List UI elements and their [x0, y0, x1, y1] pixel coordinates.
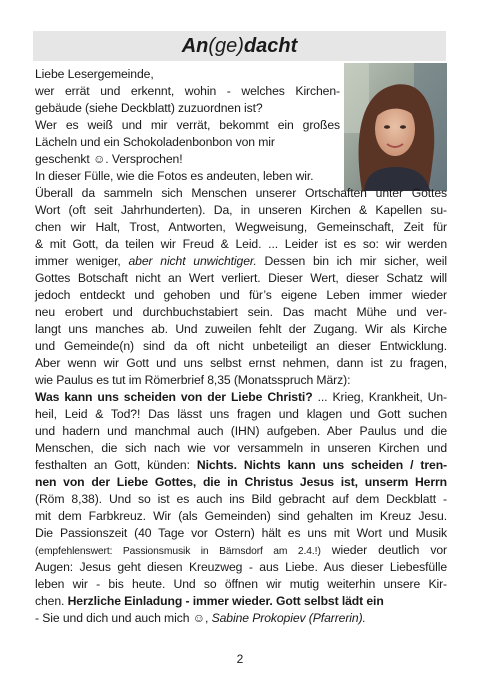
text-line: [35, 491, 447, 508]
text-segment: chen.: [35, 594, 68, 608]
text-segment: Überall da sammeln sich Menschen unserer Ortschaften unter Gottes: [35, 186, 447, 200]
text-segment: Gottes Botschaft nicht an Wert verliert. Dieser Wert, dieser Schatz will: [35, 271, 447, 285]
text-line: [35, 270, 447, 287]
text-segment: Augen: Jesus geht diesen Kreuzweg - aus Liebe. Aus dieser Liebesfülle: [35, 560, 447, 574]
text-line: [35, 66, 447, 83]
text-segment: Dessen bin ich mir sicher, weil: [256, 254, 448, 268]
text-segment: langt uns manches ab. Und zuweilen fehlt der Zugang. Wir als Kirche: [35, 322, 447, 336]
text-line: [35, 423, 447, 440]
text-segment: Wer es weiß und mir verrät, bekommt ein großes: [35, 118, 340, 132]
text-line: [35, 202, 447, 219]
text-segment-bold: nen von der Liebe Gottes, die in Christus Jesus ist, unserm Herrn: [35, 475, 447, 489]
text-line: [35, 219, 447, 236]
text-segment-bold: Herzliche Einladung - immer wieder. Gott selbst lädt ein: [67, 594, 384, 608]
text-line: [35, 610, 447, 627]
text-line: [35, 304, 447, 321]
text-line: [35, 83, 340, 100]
text-segment: jedoch entdeckt und gehoben und für’s eigene Leben immer wieder: [35, 288, 447, 302]
text-segment: immer weniger,: [35, 254, 129, 268]
text-segment: gebäude (siehe Deckblatt) zuzuordnen ist?: [35, 101, 263, 115]
text-line: [35, 100, 447, 117]
text-segment: wer errät und erkennt, wohin - welches Kirchen-: [35, 84, 340, 98]
text-segment: neu erobert und durchbuchstabiert sein. Das macht Mühe und ver-: [35, 305, 447, 319]
text-line: [35, 508, 447, 525]
text-segment: und Gemeinde(n) sind da oft nicht unbeteiligt an dieser Entwicklung.: [35, 339, 447, 353]
text-line: [35, 406, 447, 423]
text-segment: geschenkt ☺. Versprochen!: [35, 152, 183, 166]
text-line: [35, 355, 447, 372]
text-line: [35, 542, 447, 559]
text-segment: Lächeln und ein Schokoladenbonbon von mir: [35, 135, 275, 149]
text-line: [35, 151, 447, 168]
text-segment: und hadern und manchmal auch (IHN) aufgeben. Aber Paulus und die: [35, 424, 447, 438]
page-title: [33, 31, 446, 61]
text-segment: leben wir - bis heute. Und so öffnen wir mutig weiterhin unsere Kir-: [35, 577, 447, 591]
title-part-dacht: dacht: [243, 35, 298, 57]
text-segment: & mit Gott, da teilen wir Freud & Leid. ... Leider ist es so: wir werden: [35, 237, 447, 251]
text-line: [35, 525, 447, 542]
text-line: [35, 457, 447, 474]
text-segment-italic: Sabine Prokopiev (Pfarrerin).: [211, 611, 366, 625]
text-line: [35, 253, 447, 270]
text-line: [35, 559, 447, 576]
text-segment-bold: Nichts. Nichts kann uns scheiden / tren-: [196, 458, 447, 472]
text-segment: In dieser Fülle, wie die Fotos es andeuten, leben wir.: [35, 169, 314, 183]
text-line: [35, 474, 447, 491]
text-line: [35, 593, 447, 610]
text-segment: (Röm 8,38). Und so ist es auch ins Bild gebracht auf dem Deckblatt -: [35, 492, 447, 506]
article-body: [35, 66, 447, 627]
text-segment: Aber wenn wir Gott und uns selbst ernst nehmen, dann ist zu fragen,: [35, 356, 447, 370]
text-segment: Wort (oft seit Jahrhunderten). Da, in unseren Kirchen & Kapellen su-: [35, 203, 447, 217]
text-segment: Die Passionszeit (40 Tage vor Ostern) hält es uns mit Wort und Musik: [35, 526, 447, 540]
text-line: [35, 117, 340, 134]
text-line: [35, 389, 447, 406]
page-number: 2: [236, 652, 244, 666]
text-segment: Menschen, die sich nach wie vor versammeln in unseren Kirchen und: [35, 441, 447, 455]
text-segment-italic: aber nicht unwichtiger.: [128, 254, 257, 268]
text-segment: heil, Leid & Tod?! Das lässt uns fragen und klagen und Gott suchen: [35, 407, 447, 421]
text-segment: festhalten an Gott, künden:: [35, 458, 197, 472]
text-segment: ... Krieg, Krankheit, Un-: [312, 390, 447, 404]
text-segment: wie Paulus es tut im Römerbrief 8,35 (Monatsspruch März):: [35, 373, 351, 387]
text-line: [35, 168, 447, 185]
text-line: [35, 185, 447, 202]
text-segment-small: (empfehlenswert: Passionsmusik in Bärnsdorf am 2.4.!): [35, 546, 321, 557]
text-segment: chen wir Halt, Trost, Antworten, Wegweisung, Gemeinschaft, Zeit für: [35, 220, 447, 234]
title-part-an: An: [181, 35, 209, 57]
text-line: [35, 134, 447, 151]
text-segment: wieder deutlich vor: [320, 543, 448, 557]
text-line: [35, 287, 447, 304]
text-segment: Liebe Lesergemeinde,: [35, 67, 154, 81]
text-line: [35, 321, 447, 338]
text-line: [35, 372, 447, 389]
text-line: [35, 576, 447, 593]
text-line: [35, 440, 447, 457]
text-line: [35, 338, 447, 355]
text-line: [35, 236, 447, 253]
text-segment: mit dem Farbkreuz. Wir (als Gemeinden) sind gehalten im Kreuz Jesu.: [35, 509, 447, 523]
title-part-ge: (ge): [208, 35, 244, 57]
text-segment: - Sie und dich und auch mich ☺,: [35, 611, 212, 625]
text-segment-bold: Was kann uns scheiden von der Liebe Christi?: [35, 390, 313, 404]
